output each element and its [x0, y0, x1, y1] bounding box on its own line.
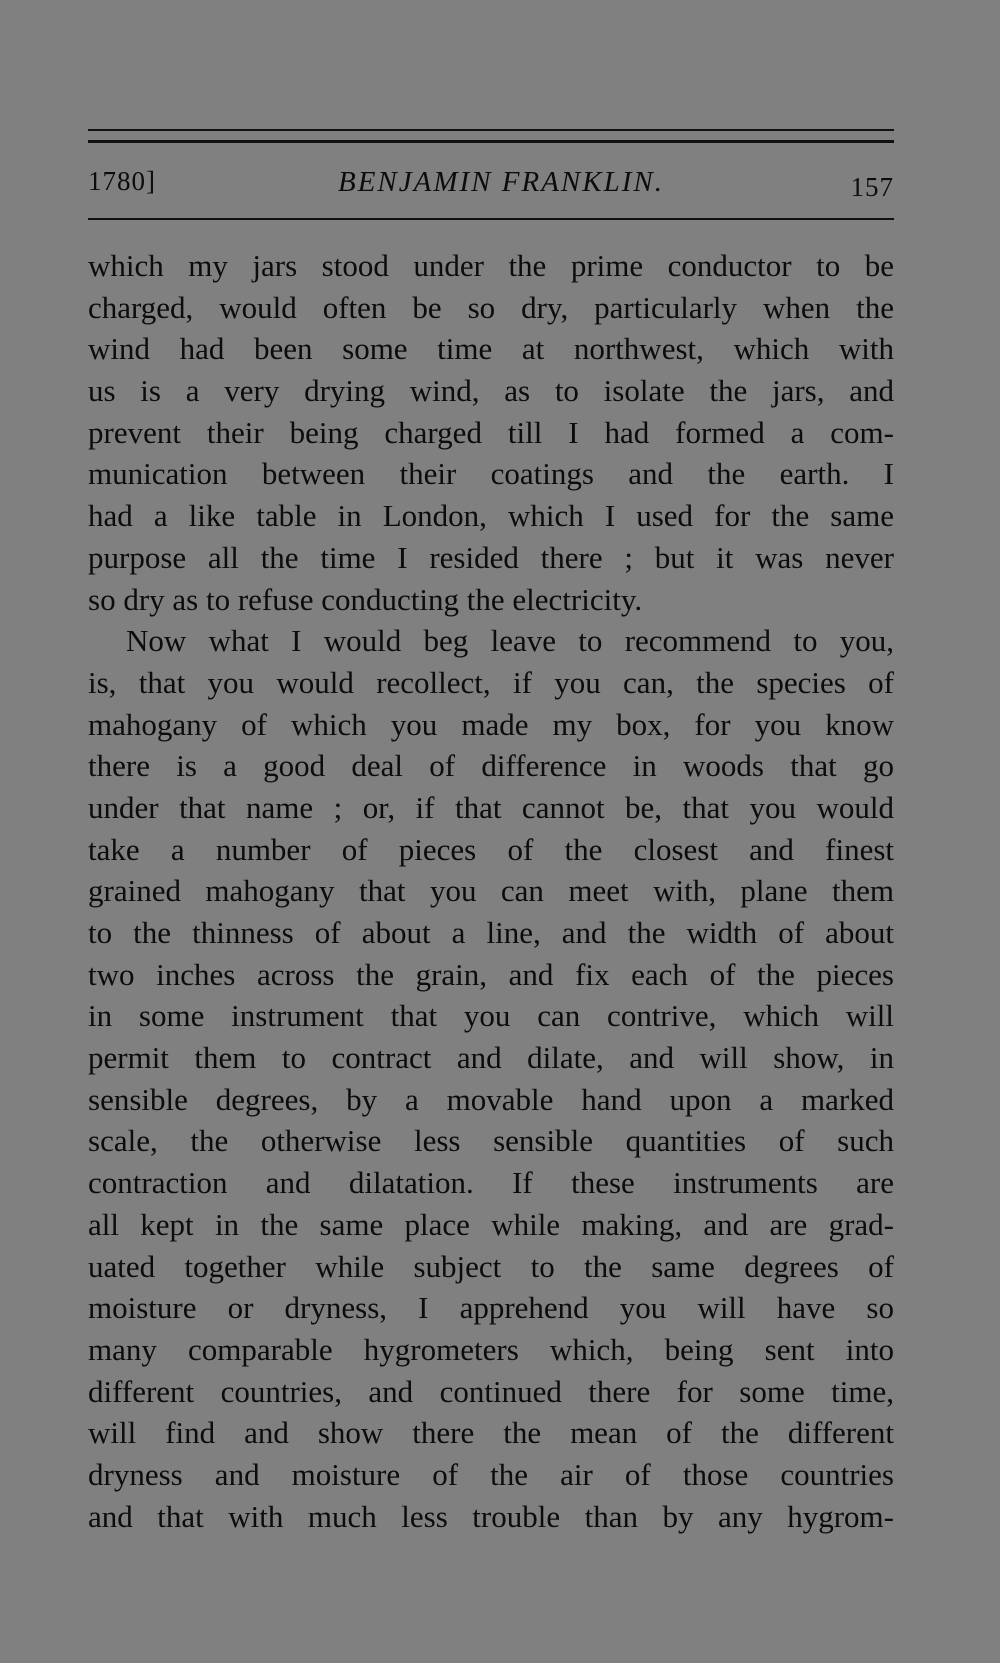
text-line: will find and show there the mean of the different [88, 1415, 894, 1451]
text-line: many comparable hygrometers which, being sent into [88, 1331, 894, 1367]
text-line: mahogany of which you made my box, for you know [88, 706, 894, 742]
text-line: is, that you would recollect, if you can, the species of [88, 664, 894, 700]
header-rule [88, 218, 894, 220]
text-line: under that name ; or, if that cannot be, that you would [88, 789, 894, 825]
text-line: to the thinness of about a line, and the width of about [88, 915, 894, 950]
text-line: grained mahogany that you can meet with, plane them [88, 873, 894, 909]
text-line: uated together while subject to the same degrees of [88, 1248, 894, 1284]
top-rule-thick [88, 140, 894, 143]
text-line: two inches across the grain, and fix each of the pieces [88, 956, 894, 992]
text-line: contraction and dilatation. If these instruments are [88, 1165, 894, 1201]
text-line: so dry as to refuse conducting the electricity. [88, 581, 643, 617]
text-line: had a like table in London, which I used for the same [88, 498, 894, 534]
text-line: us is a very drying wind, as to isolate the jars, and [88, 373, 894, 409]
text-line: charged, would often be so dry, particularly when the [88, 289, 894, 325]
header-year: 1780] [88, 166, 156, 196]
text-line: wind had been some time at northwest, which with [88, 331, 894, 367]
text-line: Now what I would beg leave to recommend to you, [126, 623, 894, 659]
text-line: which my jars stood under the prime conductor to be [88, 248, 894, 283]
top-rule [88, 129, 894, 131]
body-text [88, 245, 894, 1537]
text-line: scale, the otherwise less sensible quantities of such [88, 1123, 894, 1159]
page-header [88, 166, 894, 206]
text-line: and that with much less trouble than by any hygrom- [88, 1498, 894, 1534]
text-line: munication between their coatings and the earth. I [88, 456, 894, 492]
text-line: moisture or dryness, I apprehend you will have so [88, 1290, 894, 1326]
text-line: prevent their being charged till I had formed a com- [88, 414, 894, 450]
text-line: in some instrument that you can contrive, which will [88, 998, 894, 1034]
text-line: there is a good deal of difference in woods that go [88, 748, 894, 784]
text-line: all kept in the same place while making, and are grad- [88, 1206, 894, 1242]
page-number: 157 [850, 172, 894, 202]
text-line: dryness and moisture of the air of those countries [88, 1456, 894, 1492]
text-line: sensible degrees, by a movable hand upon a marked [88, 1081, 894, 1117]
text-line: permit them to contract and dilate, and will show, in [88, 1040, 894, 1076]
text-line: different countries, and continued there for some time, [88, 1373, 894, 1409]
text-line: take a number of pieces of the closest and finest [88, 831, 894, 867]
running-title: BENJAMIN FRANKLIN. [338, 166, 664, 198]
text-line: purpose all the time I resided there ; but it was never [88, 539, 894, 575]
